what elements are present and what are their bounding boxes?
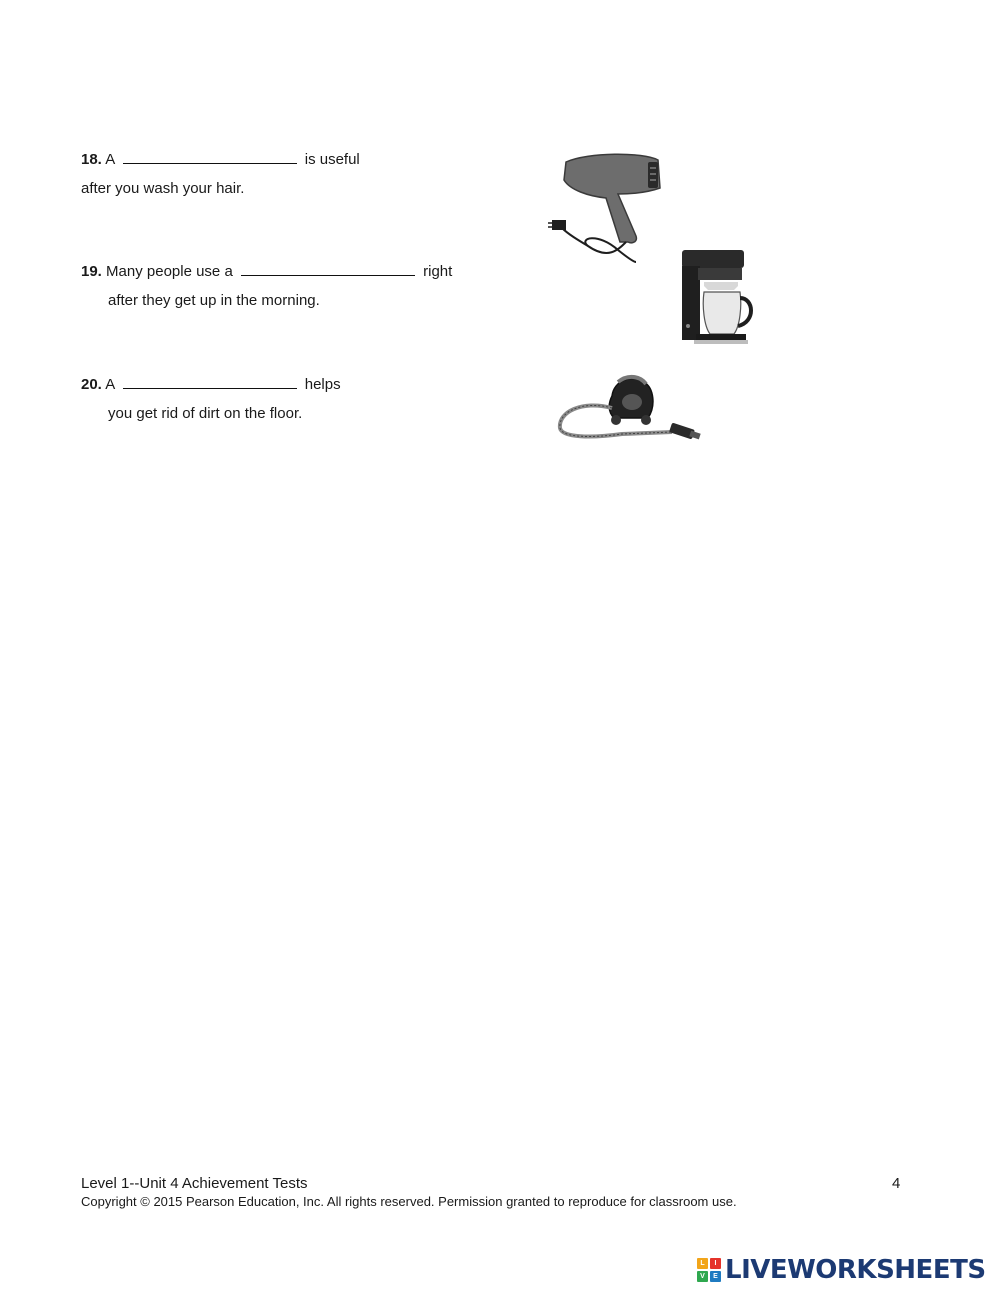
question-18-line2: after you wash your hair. xyxy=(81,180,245,197)
logo-block: E xyxy=(710,1271,721,1282)
question-text-after: is useful xyxy=(304,151,360,168)
answer-blank-20[interactable] xyxy=(123,374,297,389)
question-19-line2: after they get up in the morning. xyxy=(108,292,320,309)
question-text-before: Many people use a xyxy=(106,263,233,280)
question-text-before: A xyxy=(105,376,115,393)
footer-title: Level 1--Unit 4 Achievement Tests xyxy=(81,1175,308,1192)
logo-block: I xyxy=(710,1258,721,1269)
answer-blank-19[interactable] xyxy=(241,261,415,276)
logo-blocks-icon xyxy=(697,1258,721,1282)
question-text-after: right xyxy=(423,263,453,280)
question-text-after: helps xyxy=(304,376,341,393)
answer-blank-18[interactable] xyxy=(123,149,297,164)
question-20-line2: you get rid of dirt on the floor. xyxy=(108,405,303,422)
page-number: 4 xyxy=(892,1175,901,1192)
question-number: 18. xyxy=(81,151,102,168)
question-text-before: A xyxy=(105,151,115,168)
logo-block: V xyxy=(697,1271,708,1282)
logo-text: LIVEWORKSHEETS xyxy=(725,1255,986,1285)
liveworksheets-logo[interactable] xyxy=(697,1255,986,1285)
question-18 xyxy=(81,146,360,174)
copyright-notice: Copyright © 2015 Pearson Education, Inc. All rights reserved. Permission granted to reproduce for classroom use. xyxy=(81,1194,737,1209)
logo-block: L xyxy=(697,1258,708,1269)
question-number: 20. xyxy=(81,376,102,393)
hair-dryer-image xyxy=(548,150,668,268)
question-number: 19. xyxy=(81,263,102,280)
question-20 xyxy=(81,371,341,399)
vacuum-cleaner-image xyxy=(552,372,707,448)
coffee-maker-image xyxy=(676,246,760,346)
question-19 xyxy=(81,258,452,286)
